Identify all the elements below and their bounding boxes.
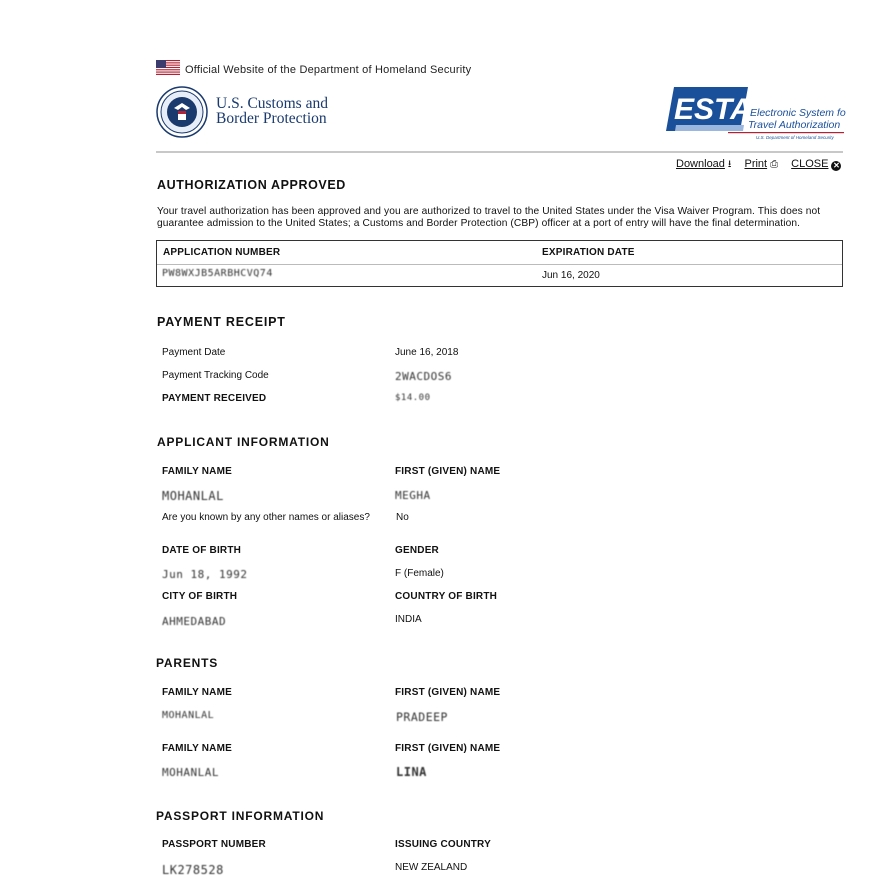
col-expiration-date: EXPIRATION DATE <box>542 247 635 258</box>
applicant-given-value: MEGHA <box>395 489 431 502</box>
us-flag-icon <box>156 60 180 75</box>
applicant-family-value: MOHANLAL <box>162 489 224 503</box>
expiration-date-value: Jun 16, 2020 <box>542 270 600 281</box>
payment-tracking-value: 2WACDOS6 <box>395 370 452 383</box>
esta-subline: U.S. Department of Homeland Security <box>756 135 834 140</box>
download-link[interactable]: Download <box>676 158 725 170</box>
authorization-message: Your travel authorization has been approved and you are authorized to travel to the United States under the Visa Waiver Program. This does not guarantee admission to the United States; a Customs and Border Protection (CBP) officer at a port of entry will have the final determination. <box>157 206 821 229</box>
passport-number-value: LK278528 <box>162 863 224 877</box>
authorization-table <box>156 240 843 287</box>
parent2-given-label: FIRST (GIVEN) NAME <box>395 743 501 754</box>
city-of-birth-label: CITY OF BIRTH <box>162 591 238 602</box>
passport-number-label: PASSPORT NUMBER <box>162 839 266 850</box>
download-icon[interactable]: ⭳ <box>727 159 732 170</box>
agency-name <box>216 96 328 126</box>
dob-value: Jun 18, 1992 <box>162 568 248 581</box>
city-of-birth-value: AHMEDABAD <box>162 615 227 628</box>
issuing-country-value: NEW ZEALAND <box>395 862 468 873</box>
close-icon[interactable]: ✕ <box>833 161 840 170</box>
applicant-family-label: FAMILY NAME <box>162 466 232 477</box>
parent1-family-label: FAMILY NAME <box>162 687 232 698</box>
print-link[interactable]: Print <box>744 158 768 170</box>
print-icon[interactable]: ⎙ <box>770 159 779 170</box>
country-of-birth-label: COUNTRY OF BIRTH <box>395 591 498 602</box>
agency-line-2: Border Protection <box>216 110 327 127</box>
close-link[interactable]: CLOSE <box>791 158 829 170</box>
payment-date-value: June 16, 2018 <box>395 347 459 358</box>
parent1-family-value: MOHANLAL <box>162 710 215 721</box>
aliases-value: No <box>396 512 409 523</box>
dhs-seal-icon <box>156 86 208 138</box>
header-divider <box>156 151 843 153</box>
issuing-country-label: ISSUING COUNTRY <box>395 839 491 850</box>
parent2-family-label: FAMILY NAME <box>162 743 232 754</box>
agency-line-1: U.S. Customs and <box>216 95 328 112</box>
toolbar <box>676 157 841 174</box>
payment-title: PAYMENT RECEIPT <box>157 315 286 329</box>
esta-tagline-1: Electronic System for <box>750 107 846 119</box>
payment-tracking-label: Payment Tracking Code <box>162 370 269 381</box>
parent1-given-value: PRADEEP <box>396 710 448 724</box>
esta-logo <box>666 85 846 141</box>
official-website-text: Official Website of the Department of Homeland Security <box>185 64 472 76</box>
authorization-title: AUTHORIZATION APPROVED <box>157 178 346 192</box>
col-application-number: APPLICATION NUMBER <box>163 247 281 258</box>
aliases-label: Are you known by any other names or aliases? <box>162 512 370 523</box>
application-number-value: PW8WXJB5ARBHCVQ74 <box>162 268 273 279</box>
gender-label: GENDER <box>395 545 439 556</box>
parents-title: PARENTS <box>156 656 219 670</box>
parent2-family-value: MOHANLAL <box>162 766 219 779</box>
gender-value: F (Female) <box>395 568 444 579</box>
passport-title: PASSPORT INFORMATION <box>156 809 325 823</box>
payment-date-label: Payment Date <box>162 347 226 358</box>
applicant-given-label: FIRST (GIVEN) NAME <box>395 466 501 477</box>
parent1-given-label: FIRST (GIVEN) NAME <box>395 687 501 698</box>
payment-received-label: PAYMENT RECEIVED <box>162 393 267 404</box>
dob-label: DATE OF BIRTH <box>162 545 242 556</box>
esta-tagline-2: Travel Authorization <box>748 119 841 131</box>
applicant-title: APPLICANT INFORMATION <box>157 435 330 449</box>
parent2-given-value: LINA <box>396 765 427 779</box>
country-of-birth-value: INDIA <box>395 614 422 625</box>
esta-logo-text: ESTA <box>674 93 752 126</box>
payment-received-value: $14.00 <box>395 393 431 403</box>
